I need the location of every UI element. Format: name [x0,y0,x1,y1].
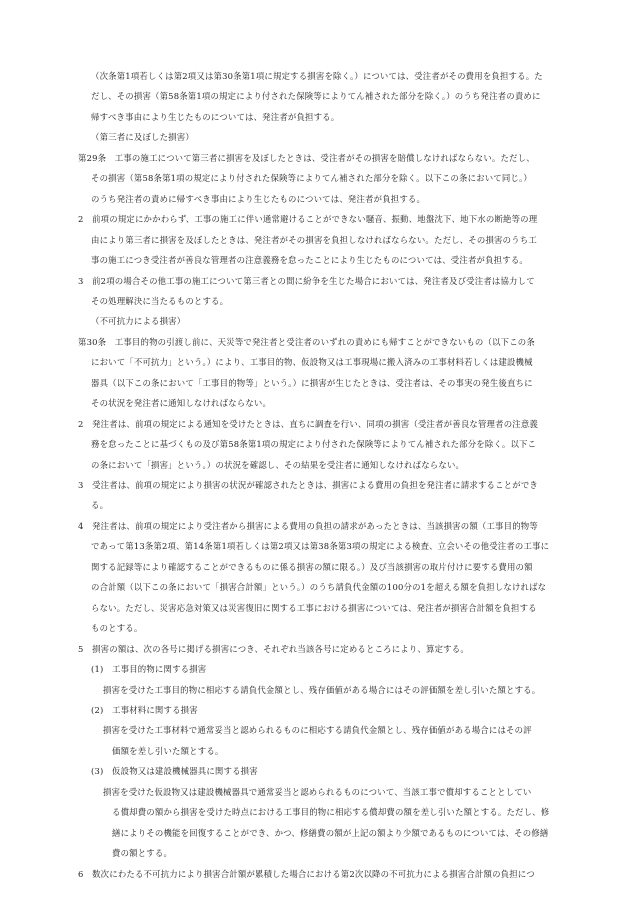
paragraph-line: 損害を受けた仮設物又は建設機械器具で通常妥当と認められるものについて、当該工事で償却することとしてい [103,786,532,797]
paragraph-line: その損害（第58条第1項の規定により付された保険等によりてん補された部分を除く。以下この条において同じ。） [91,173,532,184]
paragraph-line: 由により第三者に損害を及ぼしたときは、発注者がその損害を負担しなければならない。ただし、その損害のうち工 [91,234,537,245]
paragraph-line: 損害を受けた工事目的物に相応する請負代金額とし、残存価値がある場合にはその評価額を差し引いた額とする。 [103,684,541,695]
item-heading: (1) 工事目的物に関する損害 [91,664,207,675]
clause-start-line: 3 受注者は、前項の規定により損害の状況が確認されたときは、損害による費用の負担を発注者に請求することができ [78,480,538,490]
paragraph-line: る。 [91,500,109,511]
item-heading: (3) 仮設物又は建設機械器具に関する損害 [91,766,258,777]
paragraph-line: る償却費の額から損害を受けた時点における工事目的物に相応する償却費の額を差し引いた額とする。ただし、修 [112,807,550,818]
article-heading-line: 第30条 工事目的物の引渡し前に、天災等で発注者と受注者のいずれの責めにも帰すことができないもの（以下この条 [78,336,535,347]
section-heading: （第三者に及ぼした損害） [91,132,194,143]
item-heading: (2) 工事材料に関する損害 [91,704,198,715]
paragraph-line: 繕によりその機能を回復することができ、かつ、修繕費の額が上記の額より少額であるものについては、その修繕 [112,827,549,838]
paragraph-line: のうち発注者の責めに帰すべき事由により生じたものについては、発注者が負担する。 [91,193,426,204]
paragraph-line: らない。ただし、災害応急対策又は災害復旧に関する工事における損害については、発注者が損害合計額を負担する [91,602,537,613]
paragraph-line: 事の施工につき受注者が善良な管理者の注意義務を怠ったことにより生じたものについては、受注者が負担する。 [91,255,528,266]
paragraph-line: 帰すべき事由により生じたものについては、発注者が負担する。 [91,111,340,122]
paragraph-line: 関する記録等により確認することができるものに係る損害の額に限る。）及び当該損害の取片付けに要する費用の額 [91,561,533,572]
paragraph-line: において「不可抗力」という。）により、工事目的物、仮設物又は工事現場に搬入済みの工事材料若しくは建設機械 [91,357,533,368]
paragraph-line: であって第13条第2項、第14条第1項若しくは第2項又は第38条第3項の規定による検査、立会いその他受注者の工事に [91,541,550,552]
clause-start-line: 2 前項の規定にかかわらず、工事の施工に伴い通常避けることができない騒音、振動、地盤沈下、地下水の断絶等の理 [78,214,538,225]
paragraph-line: の条において「損害」という。）の状況を確認し、その結果を受注者に通知しなければならない。 [91,459,465,470]
clause-start-line: 6 数次にわたる不可抗力により損害合計額が累積した場合における第2次以降の不可抗力による損害合計額の負担につ [78,868,535,879]
paragraph-line: 費の額とする。 [112,848,173,859]
article-heading-line: 第29条 工事の施工について第三者に損害を及ぼしたときは、受注者がその損害を賠償しなければならない。ただし、 [78,152,535,163]
paragraph-line: だし、その損害（第58条第1項の規定により付された保険等によりてん補された部分を除く。）のうち発注者の責めに [91,91,541,102]
section-heading: （不可抗力による損害） [91,316,186,327]
paragraph-line: 器具（以下この条において「工事目的物等」という。）に損害が生じたときは、受注者は、その事実の発生後直ちに [91,377,533,388]
paragraph-line: その状況を発注者に通知しなければならない。 [91,398,272,409]
clause-start-line: 5 損害の額は、次の各号に掲げる損害につき、それぞれ当該各号に定めるところにより、算定する。 [78,643,469,654]
paragraph-line: （次条第1項若しくは第2項又は第30条第1項に規定する損害を除く。）については、受注者がその費用を負担する。た [91,71,543,81]
paragraph-line: その処理解決に当たるものとする。 [91,295,229,306]
paragraph-line: ものとする。 [91,623,143,634]
paragraph-line: 損害を受けた工事材料で通常妥当と認められるものに相応する請負代金額とし、残存価値がある場合にはその評 [103,725,532,736]
clause-start-line: 4 発注者は、前項の規定により受注者から損害による費用の負担の請求があったときは、当該損害の額（工事目的物等 [78,520,538,531]
clause-start-line: 2 発注者は、前項の規定による通知を受けたときは、直ちに調査を行い、同項の損害（受注者が善良な管理者の注意義 [78,418,538,429]
clause-start-line: 3 前2項の場合その他工事の施工について第三者との間に紛争を生じた場合においては、発注者及び受注者は協力して [78,275,535,286]
paragraph-line: 価額を差し引いた額とする。 [112,745,224,756]
paragraph-line: の合計額（以下この条において「損害合計額」という。）のうち請負代金額の100分の1を超える額を負担しなければな [91,582,547,593]
paragraph-line: 務を怠ったことに基づくもの及び第58条第1項の規定により付された保険等によりてん補された部分を除く。以下こ [91,439,537,450]
